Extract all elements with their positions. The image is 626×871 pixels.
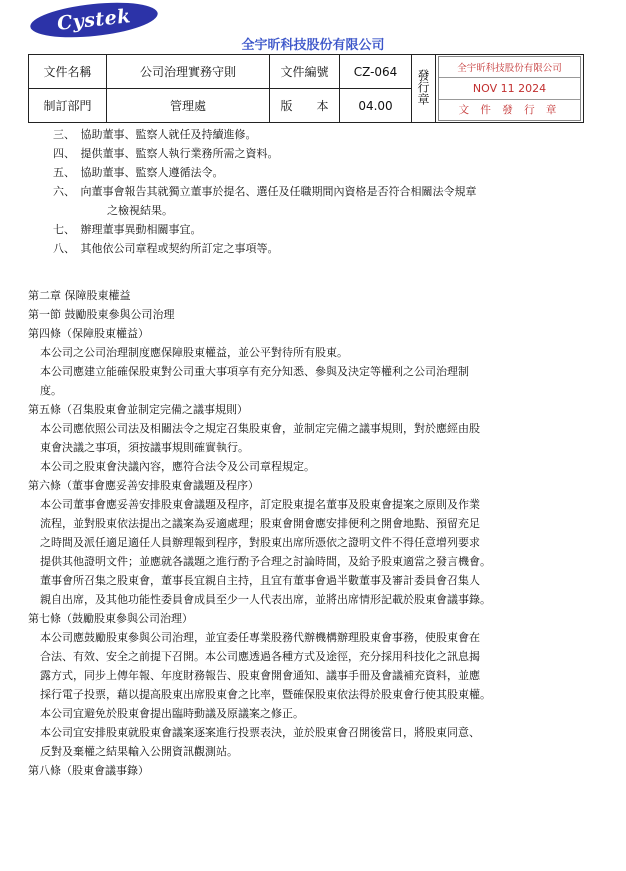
version-value: 04.00 <box>340 89 412 123</box>
doc-no-label: 文件編號 <box>270 55 340 89</box>
seal-label-cell <box>412 55 436 123</box>
stamp-text: 文 件 發 行 章 <box>458 104 561 117</box>
text-line: 三、 協助董事、監察人就任及持續進修。 <box>53 128 257 141</box>
issue-stamp-cell <box>436 55 584 123</box>
text-line: 第一節 鼓勵股東參與公司治理 <box>28 308 175 321</box>
dept-value: 管理處 <box>107 89 270 123</box>
text-line: 四、 提供董事、監察人執行業務所需之資料。 <box>53 147 279 160</box>
doc-name-label: 文件名稱 <box>29 55 107 89</box>
text-line: 反對及棄權之結果輸入公開資訊觀測站。 <box>40 745 238 758</box>
text-line: 本公司應鼓勵股東參與公司治理，並宜委任專業股務代辦機構辦理股東會事務，使股東會在 <box>40 631 480 644</box>
text-line: 露方式，同步上傳年報、年度財務報告、股東會開會通知、議事手冊及會議補充資料，並應 <box>40 669 480 682</box>
doc-name-value: 公司治理實務守則 <box>107 55 270 89</box>
text-line: 第六條（董事會應妥善安排股東會議題及程序） <box>28 479 259 492</box>
text-line: 本公司應建立能確保股東對公司重大事項享有充分知悉、參與及決定等權利之公司治理制 <box>40 365 469 378</box>
text-line: 第四條（保障股東權益） <box>28 327 149 340</box>
text-line: 合法、有效、安全之前提下召開。本公司應透過各種方式及途徑，充分採用科技化之訊息揭 <box>40 650 480 663</box>
text-line: 東會決議之事項，須按議事規則確實執行。 <box>40 441 249 454</box>
text-line: 本公司應依照公司法及相關法令之規定召集股東會，並制定完備之議事規則，對於應經由股 <box>40 422 480 435</box>
text-line: 本公司之股東會決議內容，應符合法令及公司章程規定。 <box>40 460 315 473</box>
text-line: 六、 向董事會報告其就獨立董事於提名、選任及任職期間內資格是否符合相關法令規章 <box>53 185 477 198</box>
text-line: 八、 其他依公司章程或契約所訂定之事項等。 <box>53 242 279 255</box>
text-line: 第五條（召集股東會並制定完備之議事規則） <box>28 403 248 416</box>
text-line: 董事會所召集之股東會，董事長宜親自主持，且宜有董事會過半數董事及審計委員會召集人 <box>40 574 480 587</box>
issue-stamp <box>438 56 581 121</box>
text-line: 七、 辦理董事異動相關事宜。 <box>53 223 202 236</box>
doc-no-value: CZ-064 <box>340 55 412 89</box>
text-line: 本公司宜安排股東就股東會議案逐案進行投票表決，並於股東會召開後當日，將股東同意、 <box>40 726 480 739</box>
seal-label: 發行章 <box>416 69 430 105</box>
text-line: 採行電子投票，藉以提高股東出席股東會之比率，暨確保股東依法得於股東會行使其股東權。 <box>40 688 491 701</box>
company-logo: Cystek <box>29 0 160 43</box>
document-header-table <box>28 54 584 123</box>
text-line: 親自出席，及其他功能性委員會成員至少一人代表出席，並將出席情形記載於股東會議事錄。 <box>40 593 491 606</box>
text-line: 之檢視結果。 <box>96 204 173 217</box>
text-line: 流程，並對股東依法提出之議案為妥適處理；股東會開會應安排便利之開會地點、預留充足 <box>40 517 480 530</box>
version-label: 版 本 <box>270 89 340 123</box>
company-name: 全宇昕科技股份有限公司 <box>241 38 385 53</box>
dept-label: 制訂部門 <box>29 89 107 123</box>
text-line: 提供其他證明文件；並應就各議題之進行酌予合理之討論時間，及給予股東適當之發言機會。 <box>40 555 491 568</box>
text-line: 本公司宜避免於股東會提出臨時動議及原議案之修正。 <box>40 707 304 720</box>
text-line: 本公司之公司治理制度應保障股東權益，並公平對待所有股東。 <box>40 346 348 359</box>
text-line: 之時間及派任適足適任人員辦理報到程序，對股東出席所憑依之證明文件不得任意增列要求 <box>40 536 480 549</box>
text-line: 本公司董事會應妥善安排股東會議題及程序，訂定股東提名董事及股東會提案之原則及作業 <box>40 498 480 511</box>
stamp-date: NOV 11 2024 <box>439 78 580 99</box>
text-line: 第八條（股東會議事錄） <box>28 764 149 777</box>
text-line: 第二章 保障股東權益 <box>28 289 131 302</box>
text-line: 第七條（鼓勵股東參與公司治理） <box>28 612 193 625</box>
stamp-company: 全宇昕科技股份有限公司 <box>439 57 580 78</box>
text-line: 五、 協助董事、監察人遵循法令。 <box>53 166 224 179</box>
text-line: 度。 <box>40 384 62 397</box>
